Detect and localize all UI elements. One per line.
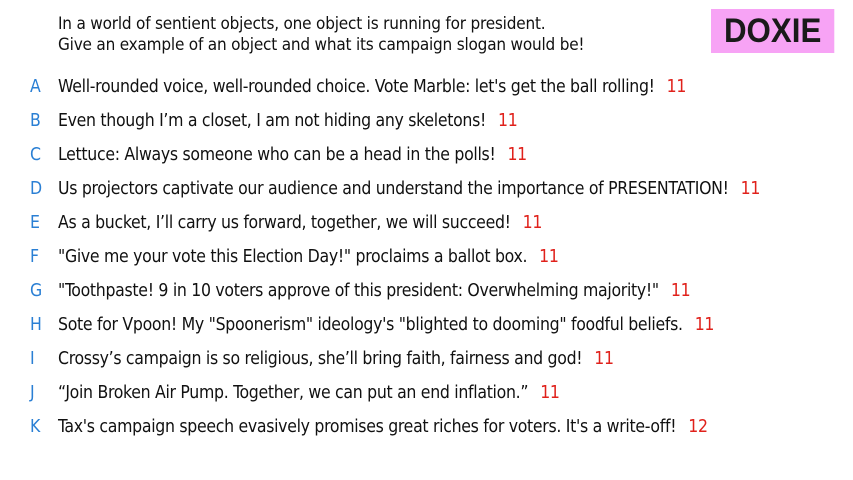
answer-row-g[interactable] (0, 276, 853, 306)
answer-score: 11 (670, 281, 691, 301)
player-name-badge: DOXIE (711, 9, 834, 53)
answer-text: Sote for Vpoon! My "Spoonerism" ideology's "blighted to dooming" foodful beliefs. (58, 315, 683, 335)
answer-score: 12 (688, 417, 708, 437)
answer-letter: B (30, 111, 41, 131)
answer-letter: C (30, 145, 41, 165)
answer-text: As a bucket, I’ll carry us forward, together, we will succeed! (58, 213, 511, 233)
answer-letter: K (30, 417, 41, 437)
answer-text: Crossy’s campaign is so religious, she’ll bring faith, fairness and god! (58, 349, 583, 369)
answer-score: 11 (594, 349, 614, 369)
answer-letter: J (30, 383, 35, 403)
answer-row-k[interactable] (0, 412, 853, 442)
answer-score: 11 (498, 111, 518, 131)
answer-row-j[interactable] (0, 378, 853, 408)
answer-row-c[interactable] (0, 140, 853, 170)
answer-row-h[interactable] (0, 310, 853, 340)
prompt-line-1: In a world of sentient objects, one object is running for president. (58, 14, 546, 34)
answer-letter: D (30, 179, 42, 199)
answer-row-f[interactable] (0, 242, 853, 272)
answer-letter: F (30, 247, 39, 267)
answer-text: Well-rounded voice, well-rounded choice. Vote Marble: let's get the ball rolling! (58, 77, 655, 97)
answer-row-d[interactable] (0, 174, 853, 204)
answer-letter: H (30, 315, 42, 335)
answer-text: Lettuce: Always someone who can be a head in the polls! (58, 145, 496, 165)
answer-text: Us projectors captivate our audience and understand the importance of PRESENTATION! (58, 179, 729, 199)
answer-text: “Join Broken Air Pump. Together, we can put an end inflation.” (58, 383, 529, 403)
answer-score: 11 (666, 77, 687, 97)
answer-score: 11 (522, 213, 543, 233)
answer-letter: I (30, 349, 35, 369)
answer-score: 11 (539, 247, 559, 267)
prompt-line-2: Give an example of an object and what its campaign slogan would be! (58, 35, 585, 55)
answer-row-e[interactable] (0, 208, 853, 238)
answer-text: Even though I’m a closet, I am not hiding any skeletons! (58, 111, 486, 131)
answer-score: 11 (740, 179, 761, 199)
answer-letter: E (30, 213, 40, 233)
answer-letter: G (30, 281, 42, 301)
answer-row-a[interactable] (0, 72, 853, 102)
answer-text: "Toothpaste! 9 in 10 voters approve of this president: Overwhelming majority!" (58, 281, 659, 301)
answer-score: 11 (507, 145, 527, 165)
answer-score: 11 (694, 315, 715, 335)
answer-text: "Give me your vote this Election Day!" proclaims a ballot box. (58, 247, 528, 267)
answer-row-b[interactable] (0, 106, 853, 136)
answer-row-i[interactable] (0, 344, 853, 374)
answer-score: 11 (540, 383, 560, 403)
answer-text: Tax's campaign speech evasively promises great riches for voters. It's a write-off! (58, 417, 677, 437)
answer-letter: A (30, 77, 41, 97)
prompt (58, 14, 678, 56)
